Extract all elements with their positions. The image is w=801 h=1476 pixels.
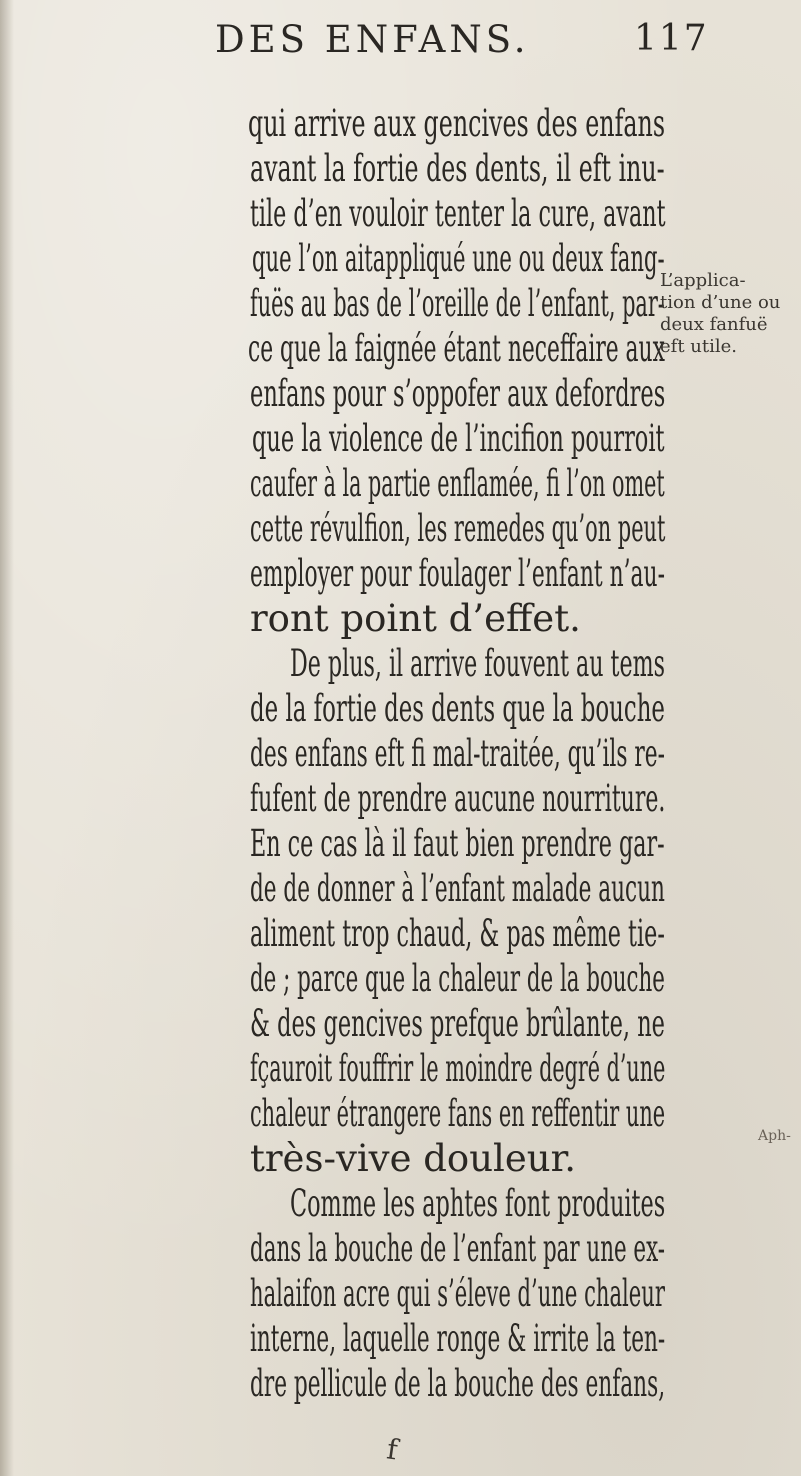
margin-note: [660, 270, 800, 358]
text-line: caufer à la partie enflamée, fi l’on omet: [250, 462, 665, 505]
text-line: dre pellicule de la bouche des enfans,: [250, 1362, 666, 1405]
stray-mark: f: [384, 1432, 400, 1467]
text-line: cette révulfion, les remedes qu’on peut: [250, 507, 666, 550]
page-gutter-shadow: [0, 0, 14, 1476]
text-line: fuës au bas de l’oreille de l’enfant, par-: [250, 282, 665, 325]
text-line: tile d’en vouloir tenter la cure, avant: [250, 192, 666, 235]
text-line: de de donner à l’enfant malade aucun: [250, 867, 665, 910]
page-number: 117: [634, 18, 709, 59]
text-line: & des gencives prefque brûlante, ne: [250, 1002, 665, 1045]
text-line: En ce cas là il faut bien prendre gar-: [250, 822, 665, 865]
margin-note-line: tion d’une ou: [660, 292, 781, 313]
text-line: avant la fortie des dents, il eft inu-: [250, 147, 665, 190]
text-line: interne, laquelle ronge & irrite la ten-: [250, 1317, 666, 1360]
running-header-title: DES ENFANS.: [215, 18, 530, 61]
text-line: De plus, il arrive fouvent au tems: [290, 642, 665, 685]
text-line: aliment trop chaud, & pas même tie-: [250, 912, 665, 955]
text-line: qui arrive aux gencives des enfans: [248, 102, 666, 145]
margin-note-line: L’applica-: [660, 270, 746, 291]
text-line: de la fortie des dents que la bouche: [250, 687, 665, 730]
text-line: employer pour foulager l’enfant n’au-: [250, 552, 665, 595]
text-line: de ; parce que la chaleur de la bouche: [250, 957, 665, 1000]
text-line: chaleur étrangere fans en reffentir une: [250, 1092, 666, 1135]
text-line: enfans pour s’oppofer aux defordres: [250, 372, 666, 415]
text-line: fçauroit fouffrir le moindre degré d’une: [250, 1047, 666, 1090]
margin-note-line: deux fanfuë: [660, 314, 768, 335]
text-line: Comme les aphtes font produites: [290, 1182, 666, 1225]
text-line: des enfans eft fi mal-traitée, qu’ils re-: [250, 732, 665, 775]
margin-note-line: eft utile.: [660, 336, 737, 357]
text-line: halaifon acre qui s’éleve d’une chaleur: [250, 1272, 665, 1315]
text-line: dans la bouche de l’enfant par une ex-: [250, 1227, 665, 1270]
text-line: que la violence de l’incifion pourroit: [252, 417, 665, 460]
text-line: très-vive douleur.: [250, 1137, 576, 1180]
running-header: [0, 14, 801, 64]
margin-note-2: Aph-: [758, 1128, 791, 1144]
text-line: que l’on aitappliqué une ou deux fang-: [252, 237, 665, 280]
text-line: fufent de prendre aucune nourriture.: [250, 777, 666, 820]
text-line: ce que la faignée étant neceffaire aux: [248, 327, 665, 370]
text-line: ront point d’effet.: [250, 597, 581, 640]
